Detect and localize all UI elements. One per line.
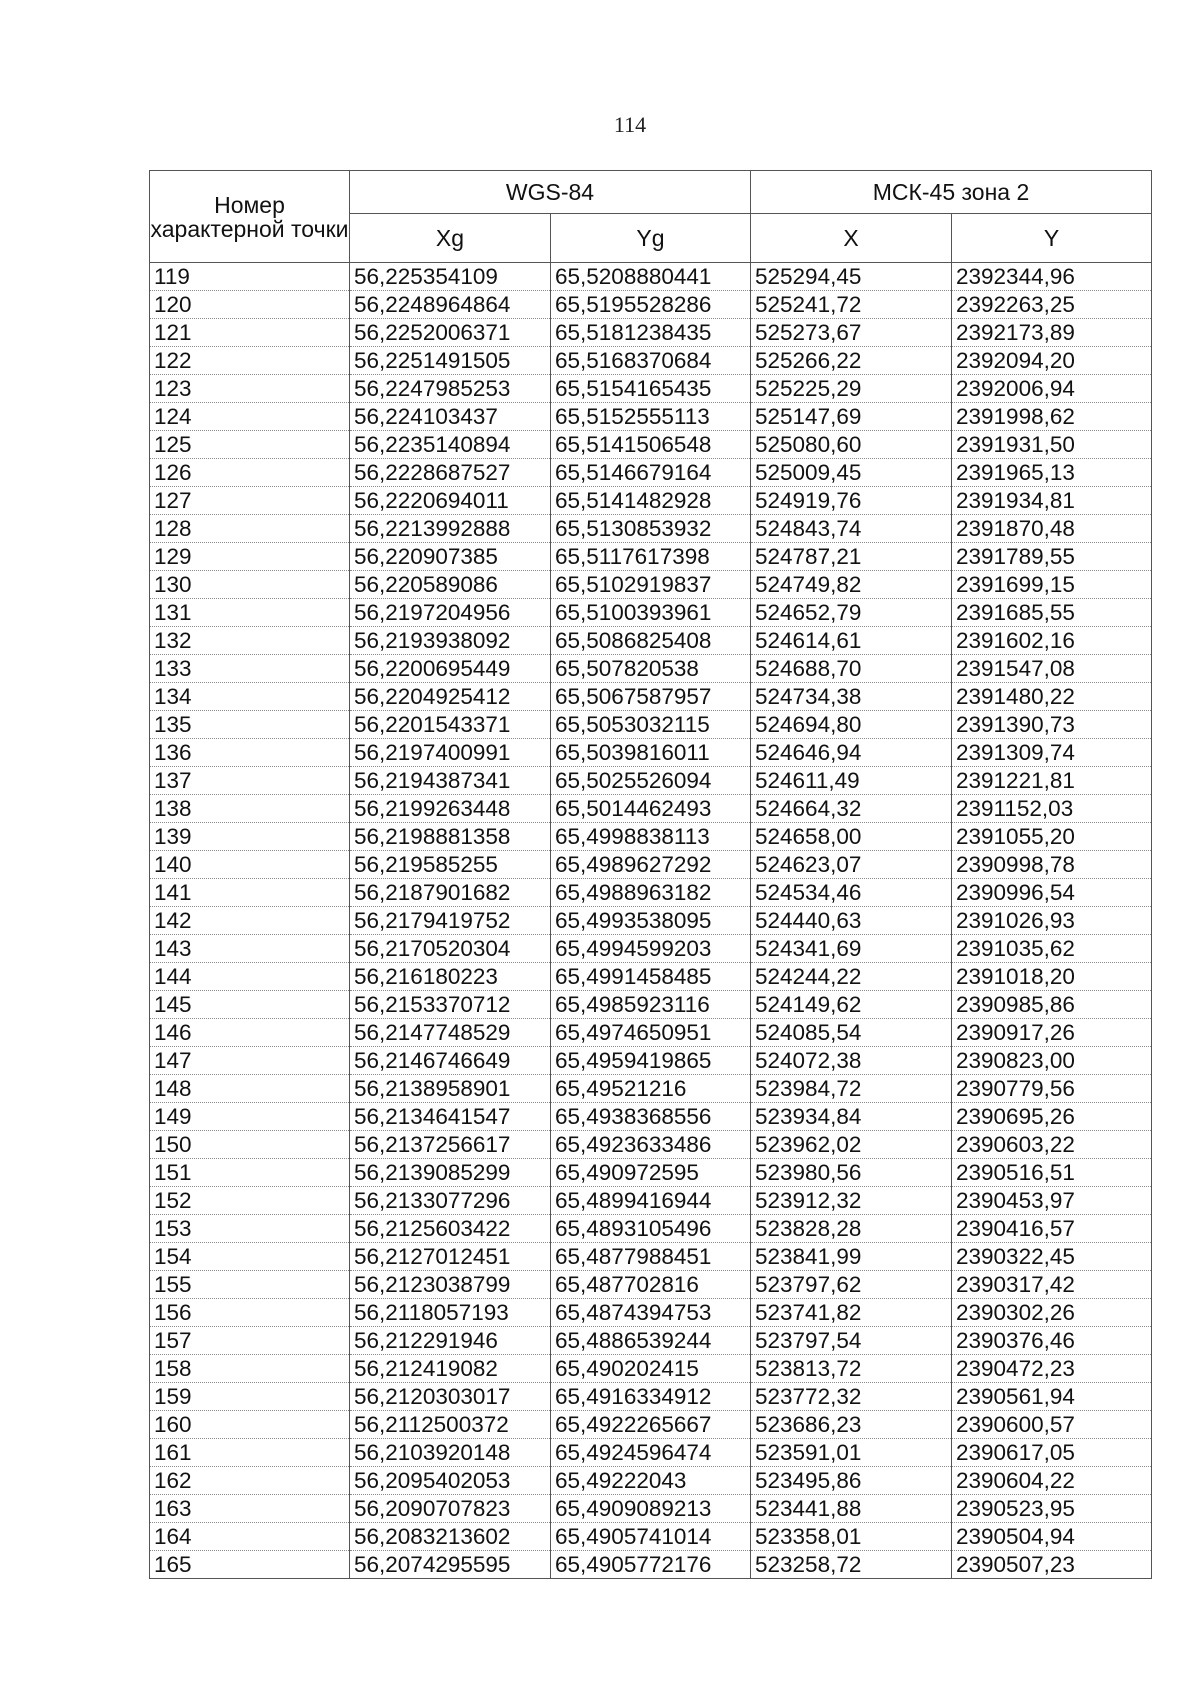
xg-cell: 56,2251491505: [350, 347, 551, 375]
yg-cell: 65,5025526094: [551, 767, 751, 795]
yg-cell: 65,4905741014: [551, 1523, 751, 1551]
x-cell: 524843,74: [751, 515, 952, 543]
x-cell: 523841,99: [751, 1243, 952, 1271]
x-cell: 524749,82: [751, 571, 952, 599]
x-cell: 524341,69: [751, 935, 952, 963]
yg-cell: 65,5117617398: [551, 543, 751, 571]
x-cell: 523813,72: [751, 1355, 952, 1383]
point-number-cell: 164: [150, 1523, 350, 1551]
y-cell: 2391026,93: [952, 907, 1152, 935]
x-cell: 523797,54: [751, 1327, 952, 1355]
point-number-cell: 133: [150, 655, 350, 683]
yg-cell: 65,4993538095: [551, 907, 751, 935]
yg-cell: 65,5152555113: [551, 403, 751, 431]
x-cell: 524244,22: [751, 963, 952, 991]
table-row: [150, 459, 1152, 487]
point-number-cell: 160: [150, 1411, 350, 1439]
yg-cell: 65,4905772176: [551, 1551, 751, 1579]
point-number-cell: 139: [150, 823, 350, 851]
yg-cell: 65,4994599203: [551, 935, 751, 963]
msk45-header: МСК-45 зона 2: [751, 171, 1152, 214]
y-cell: 2390507,23: [952, 1551, 1152, 1579]
xg-cell: 56,2112500372: [350, 1411, 551, 1439]
xg-cell: 56,2103920148: [350, 1439, 551, 1467]
x-cell: 523934,84: [751, 1103, 952, 1131]
y-cell: 2391309,74: [952, 739, 1152, 767]
x-cell: 524072,38: [751, 1047, 952, 1075]
table-row: [150, 347, 1152, 375]
y-cell: 2391934,81: [952, 487, 1152, 515]
point-number-cell: 158: [150, 1355, 350, 1383]
table-row: [150, 1131, 1152, 1159]
table-row: [150, 683, 1152, 711]
y-cell: 2391965,13: [952, 459, 1152, 487]
xg-cell: 56,2235140894: [350, 431, 551, 459]
xg-cell: 56,2125603422: [350, 1215, 551, 1243]
x-cell: 525225,29: [751, 375, 952, 403]
header-row-groups: [150, 171, 1152, 214]
x-cell: 524734,38: [751, 683, 952, 711]
y-cell: 2391547,08: [952, 655, 1152, 683]
table-row: [150, 515, 1152, 543]
y-cell: 2392094,20: [952, 347, 1152, 375]
point-number-cell: 130: [150, 571, 350, 599]
xg-cell: 56,2228687527: [350, 459, 551, 487]
table-row: [150, 431, 1152, 459]
xg-cell: 56,212291946: [350, 1327, 551, 1355]
xg-cell: 56,220907385: [350, 543, 551, 571]
point-number-cell: 120: [150, 291, 350, 319]
point-number-cell: 142: [150, 907, 350, 935]
xg-cell: 56,2197204956: [350, 599, 551, 627]
y-cell: 2390561,94: [952, 1383, 1152, 1411]
x-cell: 523984,72: [751, 1075, 952, 1103]
xg-cell: 56,2194387341: [350, 767, 551, 795]
yg-cell: 65,5086825408: [551, 627, 751, 655]
x-cell: 523741,82: [751, 1299, 952, 1327]
y-cell: 2391221,81: [952, 767, 1152, 795]
x-cell: 523258,72: [751, 1551, 952, 1579]
yg-cell: 65,5100393961: [551, 599, 751, 627]
point-number-cell: 163: [150, 1495, 350, 1523]
yg-cell: 65,507820538: [551, 655, 751, 683]
table-row: [150, 1243, 1152, 1271]
xg-cell: 56,2120303017: [350, 1383, 551, 1411]
yg-cell: 65,5039816011: [551, 739, 751, 767]
y-cell: 2391699,15: [952, 571, 1152, 599]
xg-cell: 56,2193938092: [350, 627, 551, 655]
table-row: [150, 851, 1152, 879]
y-cell: 2390695,26: [952, 1103, 1152, 1131]
x-cell: 523358,01: [751, 1523, 952, 1551]
yg-cell: 65,5146679164: [551, 459, 751, 487]
xg-cell: 56,216180223: [350, 963, 551, 991]
yg-cell: 65,4916334912: [551, 1383, 751, 1411]
x-cell: 523441,88: [751, 1495, 952, 1523]
x-cell: 524614,61: [751, 627, 952, 655]
yg-cell: 65,4924596474: [551, 1439, 751, 1467]
yg-cell: 65,49521216: [551, 1075, 751, 1103]
y-cell: 2390998,78: [952, 851, 1152, 879]
x-cell: 524085,54: [751, 1019, 952, 1047]
table-row: [150, 1411, 1152, 1439]
yg-cell: 65,5208880441: [551, 263, 751, 291]
point-number-cell: 153: [150, 1215, 350, 1243]
table-row: [150, 879, 1152, 907]
xg-cell: 56,2123038799: [350, 1271, 551, 1299]
table-row: [150, 935, 1152, 963]
yg-cell: 65,5195528286: [551, 291, 751, 319]
yg-cell: 65,4991458485: [551, 963, 751, 991]
xg-cell: 56,2146746649: [350, 1047, 551, 1075]
xg-cell: 56,2083213602: [350, 1523, 551, 1551]
x-cell: 524787,21: [751, 543, 952, 571]
point-number-cell: 119: [150, 263, 350, 291]
point-number-cell: 121: [150, 319, 350, 347]
x-cell: 523980,56: [751, 1159, 952, 1187]
x-cell: 523797,62: [751, 1271, 952, 1299]
xg-cell: 56,2090707823: [350, 1495, 551, 1523]
table-row: [150, 1355, 1152, 1383]
y-cell: 2390516,51: [952, 1159, 1152, 1187]
x-cell: 525273,67: [751, 319, 952, 347]
yg-cell: 65,4938368556: [551, 1103, 751, 1131]
point-number-cell: 143: [150, 935, 350, 963]
point-number-cell: 126: [150, 459, 350, 487]
table-row: [150, 627, 1152, 655]
point-number-cell: 136: [150, 739, 350, 767]
point-number-cell: 154: [150, 1243, 350, 1271]
x-cell: 523495,86: [751, 1467, 952, 1495]
xg-cell: 56,219585255: [350, 851, 551, 879]
table-row: [150, 319, 1152, 347]
xg-cell: 56,2247985253: [350, 375, 551, 403]
y-cell: 2391998,62: [952, 403, 1152, 431]
y-cell: 2391685,55: [952, 599, 1152, 627]
x-cell: 524440,63: [751, 907, 952, 935]
coordinates-table: [149, 170, 1152, 1579]
table-header: [150, 171, 1152, 263]
wgs84-header: WGS-84: [350, 171, 751, 214]
x-cell: 525147,69: [751, 403, 952, 431]
yg-cell: 65,5053032115: [551, 711, 751, 739]
y-cell: 2390779,56: [952, 1075, 1152, 1103]
table-row: [150, 907, 1152, 935]
yg-cell: 65,4989627292: [551, 851, 751, 879]
point-number-cell: 122: [150, 347, 350, 375]
point-number-cell: 144: [150, 963, 350, 991]
point-number-cell: 148: [150, 1075, 350, 1103]
table-row: [150, 1327, 1152, 1355]
point-number-cell: 124: [150, 403, 350, 431]
xg-cell: 56,2137256617: [350, 1131, 551, 1159]
yg-cell: 65,4974650951: [551, 1019, 751, 1047]
point-number-cell: 159: [150, 1383, 350, 1411]
y-cell: 2390996,54: [952, 879, 1152, 907]
point-number-cell: 135: [150, 711, 350, 739]
xg-cell: 56,2095402053: [350, 1467, 551, 1495]
x-cell: 524652,79: [751, 599, 952, 627]
y-cell: 2390604,22: [952, 1467, 1152, 1495]
yg-cell: 65,5141482928: [551, 487, 751, 515]
point-number-cell: 132: [150, 627, 350, 655]
xg-cell: 56,225354109: [350, 263, 551, 291]
xg-cell: 56,220589086: [350, 571, 551, 599]
x-cell: 523772,32: [751, 1383, 952, 1411]
xg-cell: 56,2118057193: [350, 1299, 551, 1327]
xg-header: Xg: [350, 214, 551, 263]
xg-cell: 56,2074295595: [350, 1551, 551, 1579]
x-cell: 525266,22: [751, 347, 952, 375]
x-cell: 524694,80: [751, 711, 952, 739]
table-row: [150, 963, 1152, 991]
table-row: [150, 1495, 1152, 1523]
xg-cell: 56,2199263448: [350, 795, 551, 823]
x-cell: 524658,00: [751, 823, 952, 851]
yg-cell: 65,4988963182: [551, 879, 751, 907]
table-row: [150, 1103, 1152, 1131]
point-number-header: Номер характерной точки: [150, 171, 350, 263]
y-cell: 2390603,22: [952, 1131, 1152, 1159]
y-cell: 2392263,25: [952, 291, 1152, 319]
point-number-cell: 150: [150, 1131, 350, 1159]
y-cell: 2391055,20: [952, 823, 1152, 851]
yg-cell: 65,4874394753: [551, 1299, 751, 1327]
table-row: [150, 1215, 1152, 1243]
xg-cell: 56,2147748529: [350, 1019, 551, 1047]
y-cell: 2391870,48: [952, 515, 1152, 543]
x-cell: 524688,70: [751, 655, 952, 683]
table-row: [150, 571, 1152, 599]
point-number-cell: 147: [150, 1047, 350, 1075]
yg-cell: 65,490202415: [551, 1355, 751, 1383]
x-cell: 523828,28: [751, 1215, 952, 1243]
y-cell: 2392006,94: [952, 375, 1152, 403]
table-row: [150, 1551, 1152, 1579]
yg-cell: 65,5102919837: [551, 571, 751, 599]
table-row: [150, 1047, 1152, 1075]
y-cell: 2390453,97: [952, 1187, 1152, 1215]
point-number-cell: 149: [150, 1103, 350, 1131]
table-row: [150, 739, 1152, 767]
yg-cell: 65,4893105496: [551, 1215, 751, 1243]
x-cell: 524149,62: [751, 991, 952, 1019]
y-cell: 2390523,95: [952, 1495, 1152, 1523]
yg-cell: 65,4899416944: [551, 1187, 751, 1215]
table-row: [150, 1075, 1152, 1103]
table-row: [150, 1159, 1152, 1187]
yg-cell: 65,5154165435: [551, 375, 751, 403]
yg-cell: 65,5141506548: [551, 431, 751, 459]
xg-cell: 56,2220694011: [350, 487, 551, 515]
point-number-cell: 138: [150, 795, 350, 823]
xg-cell: 56,2139085299: [350, 1159, 551, 1187]
yg-cell: 65,5168370684: [551, 347, 751, 375]
yg-cell: 65,4998838113: [551, 823, 751, 851]
point-number-cell: 140: [150, 851, 350, 879]
yg-cell: 65,4877988451: [551, 1243, 751, 1271]
y-cell: 2391602,16: [952, 627, 1152, 655]
xg-cell: 56,2179419752: [350, 907, 551, 935]
point-number-cell: 125: [150, 431, 350, 459]
point-number-cell: 152: [150, 1187, 350, 1215]
y-cell: 2390317,42: [952, 1271, 1152, 1299]
yg-cell: 65,490972595: [551, 1159, 751, 1187]
xg-cell: 56,2204925412: [350, 683, 551, 711]
x-cell: 524611,49: [751, 767, 952, 795]
yg-header: Yg: [551, 214, 751, 263]
x-cell: 525009,45: [751, 459, 952, 487]
xg-cell: 56,2138958901: [350, 1075, 551, 1103]
y-cell: 2392173,89: [952, 319, 1152, 347]
table-body: [150, 263, 1152, 1579]
x-cell: 524623,07: [751, 851, 952, 879]
y-cell: 2390823,00: [952, 1047, 1152, 1075]
page-number: 114: [613, 112, 647, 137]
yg-cell: 65,5014462493: [551, 795, 751, 823]
table-row: [150, 1299, 1152, 1327]
table-row: [150, 1019, 1152, 1047]
y-cell: 2391789,55: [952, 543, 1152, 571]
y-header: Y: [952, 214, 1152, 263]
y-cell: 2391018,20: [952, 963, 1152, 991]
x-header: X: [751, 214, 952, 263]
y-cell: 2390917,26: [952, 1019, 1152, 1047]
yg-cell: 65,487702816: [551, 1271, 751, 1299]
yg-cell: 65,4886539244: [551, 1327, 751, 1355]
xg-cell: 56,2201543371: [350, 711, 551, 739]
x-cell: 525241,72: [751, 291, 952, 319]
point-number-cell: 157: [150, 1327, 350, 1355]
y-cell: 2391390,73: [952, 711, 1152, 739]
x-cell: 524534,46: [751, 879, 952, 907]
point-number-cell: 137: [150, 767, 350, 795]
table-row: [150, 291, 1152, 319]
point-number-cell: 146: [150, 1019, 350, 1047]
table-row: [150, 655, 1152, 683]
y-cell: 2390985,86: [952, 991, 1152, 1019]
xg-cell: 56,2200695449: [350, 655, 551, 683]
x-cell: 523962,02: [751, 1131, 952, 1159]
point-number-cell: 134: [150, 683, 350, 711]
point-number-cell: 145: [150, 991, 350, 1019]
point-number-cell: 161: [150, 1439, 350, 1467]
table-row: [150, 1439, 1152, 1467]
xg-cell: 56,2252006371: [350, 319, 551, 347]
table-row: [150, 543, 1152, 571]
xg-cell: 56,2170520304: [350, 935, 551, 963]
y-cell: 2391035,62: [952, 935, 1152, 963]
y-cell: 2391480,22: [952, 683, 1152, 711]
x-cell: 523912,32: [751, 1187, 952, 1215]
table-row: [150, 403, 1152, 431]
yg-cell: 65,5067587957: [551, 683, 751, 711]
point-number-cell: 129: [150, 543, 350, 571]
table-row: [150, 1523, 1152, 1551]
x-cell: 524664,32: [751, 795, 952, 823]
xg-cell: 56,2197400991: [350, 739, 551, 767]
table-row: [150, 599, 1152, 627]
table-row: [150, 823, 1152, 851]
point-number-cell: 151: [150, 1159, 350, 1187]
table-row: [150, 375, 1152, 403]
x-cell: 524646,94: [751, 739, 952, 767]
point-number-cell: 141: [150, 879, 350, 907]
table-row: [150, 1187, 1152, 1215]
y-cell: 2391152,03: [952, 795, 1152, 823]
xg-cell: 56,2133077296: [350, 1187, 551, 1215]
table-row: [150, 1383, 1152, 1411]
point-number-cell: 156: [150, 1299, 350, 1327]
table-row: [150, 711, 1152, 739]
y-cell: 2390322,45: [952, 1243, 1152, 1271]
yg-cell: 65,49222043: [551, 1467, 751, 1495]
yg-cell: 65,4922265667: [551, 1411, 751, 1439]
xg-cell: 56,224103437: [350, 403, 551, 431]
point-number-cell: 162: [150, 1467, 350, 1495]
yg-cell: 65,4985923116: [551, 991, 751, 1019]
xg-cell: 56,2127012451: [350, 1243, 551, 1271]
table-row: [150, 795, 1152, 823]
yg-cell: 65,4909089213: [551, 1495, 751, 1523]
point-number-cell: 127: [150, 487, 350, 515]
xg-cell: 56,2153370712: [350, 991, 551, 1019]
xg-cell: 56,2213992888: [350, 515, 551, 543]
table-row: [150, 263, 1152, 291]
x-cell: 525294,45: [751, 263, 952, 291]
yg-cell: 65,4959419865: [551, 1047, 751, 1075]
yg-cell: 65,4923633486: [551, 1131, 751, 1159]
y-cell: 2390472,23: [952, 1355, 1152, 1383]
xg-cell: 56,2187901682: [350, 879, 551, 907]
xg-cell: 56,2198881358: [350, 823, 551, 851]
y-cell: 2390504,94: [952, 1523, 1152, 1551]
table-row: [150, 1271, 1152, 1299]
y-cell: 2390416,57: [952, 1215, 1152, 1243]
table-row: [150, 1467, 1152, 1495]
yg-cell: 65,5130853932: [551, 515, 751, 543]
point-number-cell: 131: [150, 599, 350, 627]
y-cell: 2390376,46: [952, 1327, 1152, 1355]
y-cell: 2391931,50: [952, 431, 1152, 459]
xg-cell: 56,212419082: [350, 1355, 551, 1383]
xg-cell: 56,2134641547: [350, 1103, 551, 1131]
x-cell: 524919,76: [751, 487, 952, 515]
y-cell: 2390617,05: [952, 1439, 1152, 1467]
point-number-cell: 165: [150, 1551, 350, 1579]
y-cell: 2390302,26: [952, 1299, 1152, 1327]
point-number-cell: 155: [150, 1271, 350, 1299]
y-cell: 2390600,57: [952, 1411, 1152, 1439]
xg-cell: 56,2248964864: [350, 291, 551, 319]
table-row: [150, 767, 1152, 795]
table-row: [150, 991, 1152, 1019]
point-number-cell: 123: [150, 375, 350, 403]
yg-cell: 65,5181238435: [551, 319, 751, 347]
y-cell: 2392344,96: [952, 263, 1152, 291]
x-cell: 523591,01: [751, 1439, 952, 1467]
x-cell: 523686,23: [751, 1411, 952, 1439]
table-row: [150, 487, 1152, 515]
point-number-cell: 128: [150, 515, 350, 543]
x-cell: 525080,60: [751, 431, 952, 459]
